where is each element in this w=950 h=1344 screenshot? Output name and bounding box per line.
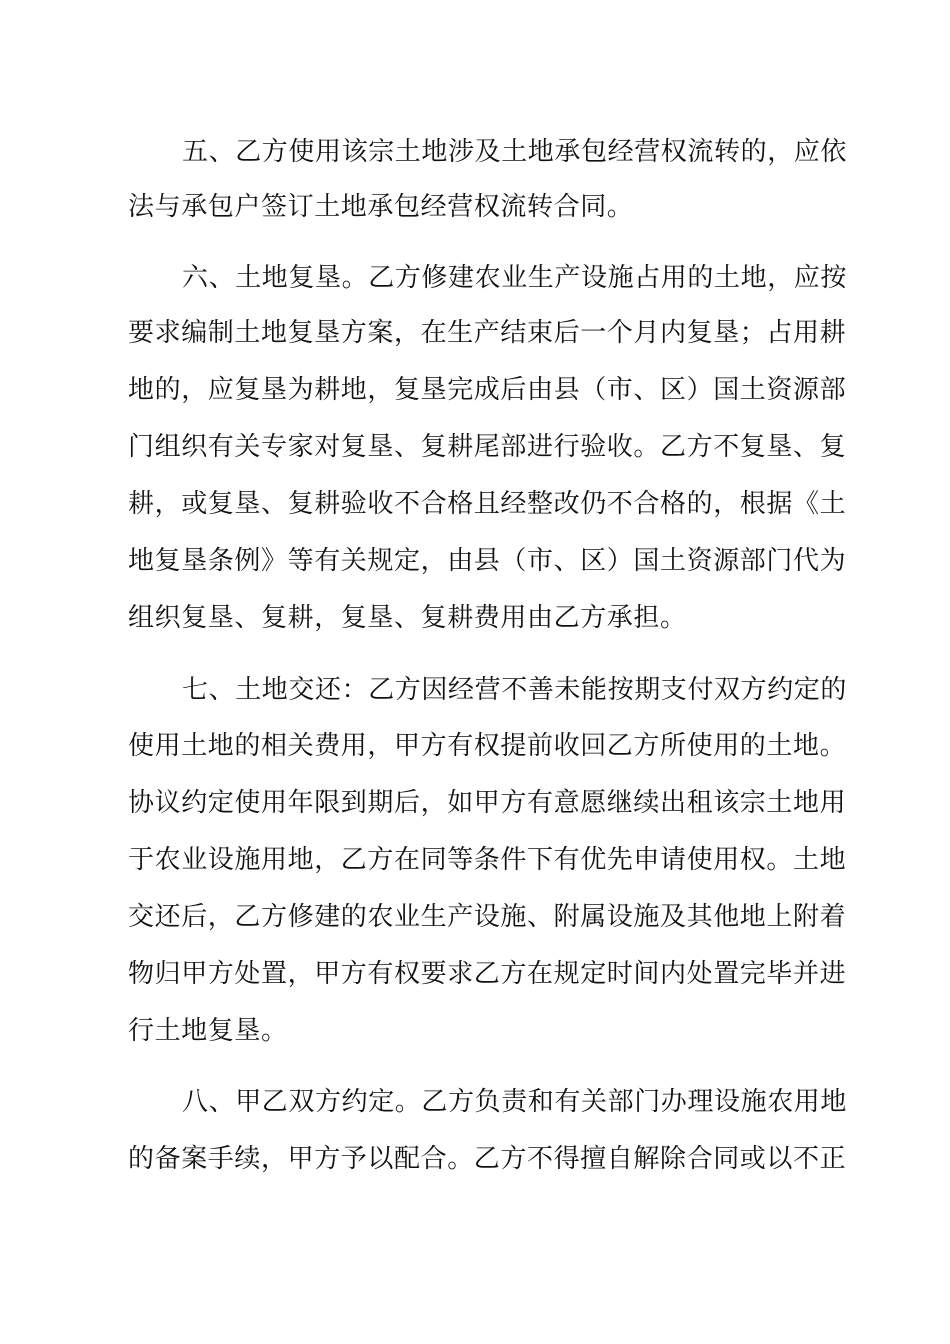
- paragraph-7-line-5: 交还后，乙方修建的农业生产设施、附属设施及其他地上附着: [128, 902, 847, 932]
- paragraph-8-line-1: 八、甲乙双方约定。乙方负责和有关部门办理设施农用地: [182, 1087, 848, 1117]
- paragraph-6-line-3: 地的，应复垦为耕地，复垦完成后由县（市、区）国土资源部: [128, 375, 847, 405]
- paragraph-5-line-1: 五、乙方使用该宗土地涉及土地承包经营权流转的，应依: [182, 137, 848, 167]
- paragraph-7-line-1: 七、土地交还：乙方因经营不善未能按期支付双方约定的: [182, 675, 848, 705]
- paragraph-6-line-1: 六、土地复垦。乙方修建农业生产设施占用的土地，应按: [182, 263, 848, 293]
- paragraph-7-line-3: 协议约定使用年限到期后，如甲方有意愿继续出租该宗土地用: [128, 788, 847, 818]
- paragraph-5-line-2: 法与承包户签订土地承包经营权流转合同。: [128, 192, 634, 222]
- paragraph-6-line-2: 要求编制土地复垦方案，在生产结束后一个月内复垦；占用耕: [128, 318, 847, 348]
- paragraph-7-line-4: 于农业设施用地，乙方在同等条件下有优先申请使用权。土地: [128, 845, 847, 875]
- paragraph-7-line-6: 物归甲方处置，甲方有权要求乙方在规定时间内处置完毕并进: [128, 959, 847, 989]
- paragraph-8-line-2: 的备案手续，甲方予以配合。乙方不得擅自解除合同或以不正: [128, 1144, 847, 1174]
- paragraph-6-line-5: 耕，或复垦、复耕验收不合格且经整改仍不合格的，根据《土: [128, 489, 847, 519]
- paragraph-6-line-4: 门组织有关专家对复垦、复耕尾部进行验收。乙方不复垦、复: [128, 432, 847, 462]
- paragraph-7-line-7: 行土地复垦。: [128, 1016, 288, 1046]
- paragraph-6-line-6: 地复垦条例》等有关规定，由县（市、区）国土资源部门代为: [128, 546, 847, 576]
- paragraph-6-line-7: 组织复垦、复耕，复垦、复耕费用由乙方承担。: [128, 603, 687, 633]
- paragraph-7-line-2: 使用土地的相关费用，甲方有权提前收回乙方所使用的土地。: [128, 731, 847, 761]
